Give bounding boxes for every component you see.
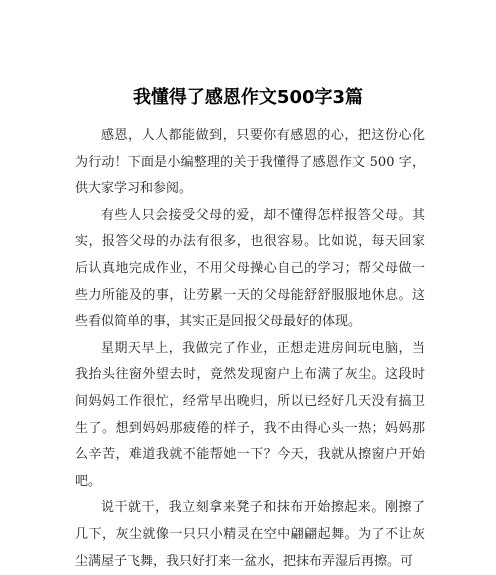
paragraph-4: 说干就干，我立刻拿来凳子和抹布开始擦起来。刚擦了几下，灰尘就像一只只小精灵在空中翩翩起舞。为了不让灰尘满屋子飞舞，我只好打来一盆水，把抹布弄湿后再擦。可: [75, 500, 425, 569]
document-title: 我懂得了感恩作文500字3篇: [132, 87, 364, 108]
paragraph-1: 感恩，人人都能做到，只要你有感恩的心，把这份心化为行动！下面是小编整理的关于我懂得了感恩作文 500 字，供大家学习和参阅。: [75, 128, 425, 197]
document-body: [75, 123, 425, 575]
paragraph-2: 有些人只会接受父母的爱，却不懂得怎样报答父母。其实，报答父母的办法有很多，也很容易。比如说，每天回家后认真地完成作业，不用父母操心自己的学习；帮父母做一些力所能及的事，让劳累一天的父母能舒舒服服地休息。这些看似简单的事，其实正是回报父母最好的体现。: [75, 207, 425, 330]
paragraph-3: 星期天早上，我做完了作业，正想走进房间玩电脑，当我抬头往窗外望去时，竟然发现窗户上布满了灰尘。这段时间妈妈工作很忙，经常早出晚归，所以已经好几天没有搞卫生了。想到妈妈那疲倦的样子，我不由得心头一热；妈妈那么辛苦，难道我就不能帮她一下？今天，我就从擦窗户开始吧。: [75, 340, 425, 489]
